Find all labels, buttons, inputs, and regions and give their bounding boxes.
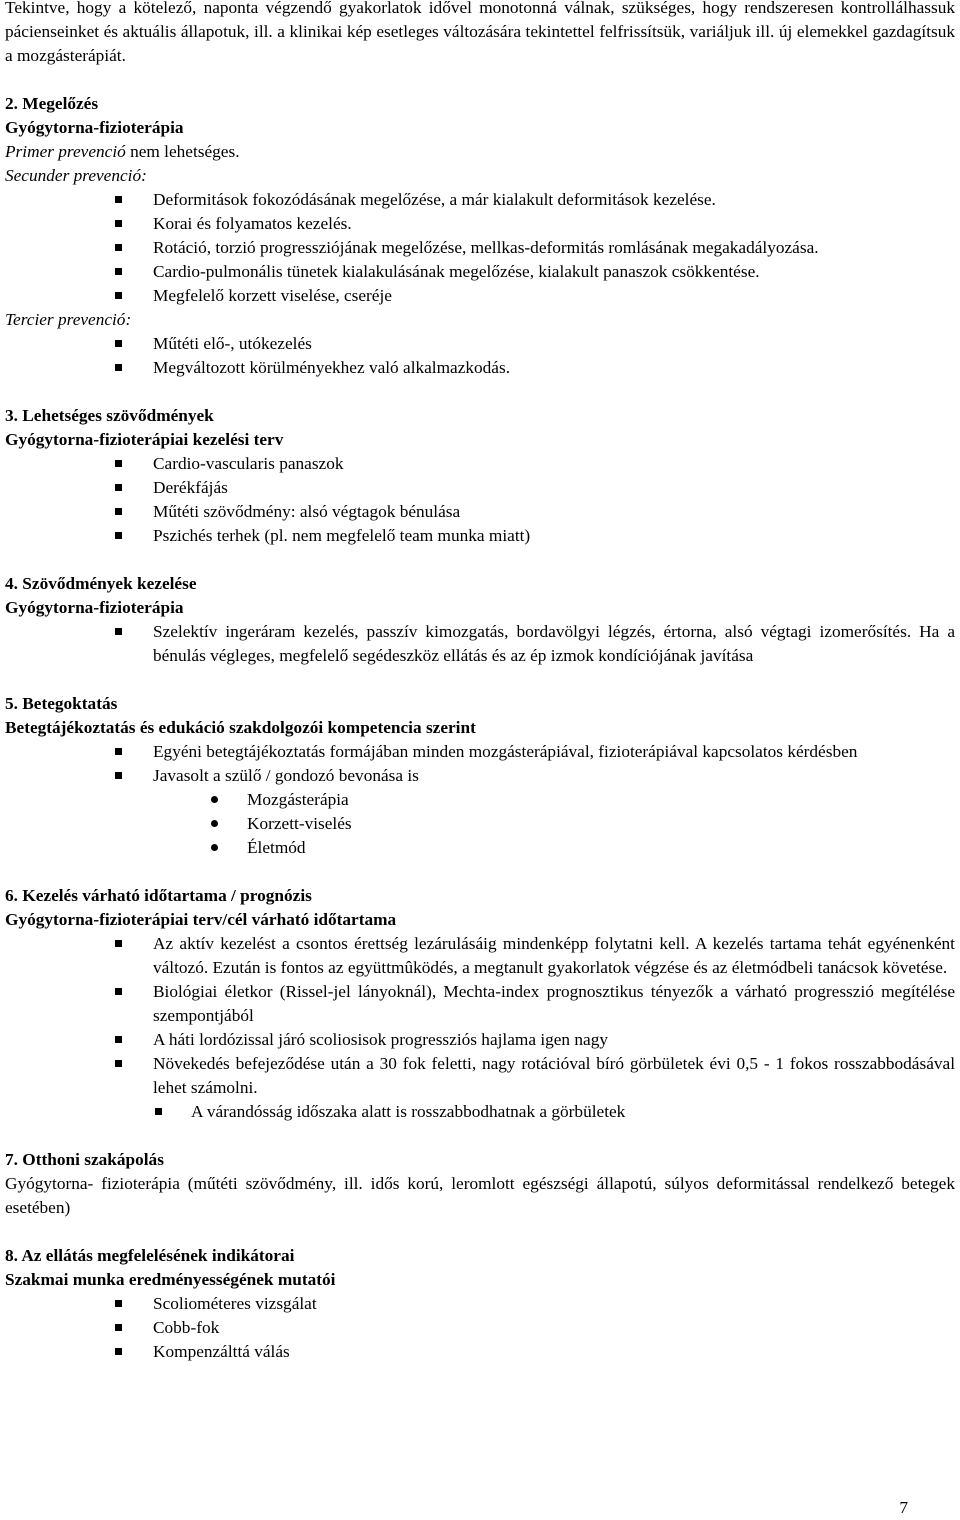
tercier-label: Tercier prevenció: (5, 310, 132, 329)
section-5-title: 5. Betegoktatás (5, 694, 118, 713)
section-4-subtitle: Gyógytorna-fizioterápia (5, 598, 184, 617)
list-item: Derékfájás (5, 476, 955, 500)
section-8-list (5, 1292, 955, 1364)
list-item: Műtéti szövődmény: alsó végtagok bénulása (5, 500, 955, 524)
section-7-text: Gyógytorna- fizioterápia (műtéti szövődmény, ill. idős korú, leromlott egészségi állapotú, súlyos deformitással rendelkező betegek esetében) (5, 1174, 955, 1217)
section-3-subtitle: Gyógytorna-fizioterápiai kezelési terv (5, 430, 284, 449)
list-item: Cardio-vascularis panaszok (5, 452, 955, 476)
list-item: Biológiai életkor (Rissel-jel lányoknál), Mechta-index prognosztikus tényezők a várható progresszió megítélése szempontjából (5, 980, 955, 1028)
section-2-title: 2. Megelőzés (5, 94, 99, 113)
list-item: Az aktív kezelést a csontos érettség lezárulásáig mindenképp folytatni kell. A kezelés tartama tehát egyénenként változó. Ezután is fontos az együttmûködés, a megtanult gyakorlatok végzése és az életmódbeli tanácsok követése. (5, 932, 955, 980)
list-item: Rotáció, torzió progressziójának megelőzése, mellkas-deformitás romlásának megakadályozása. (5, 236, 955, 260)
section-8-subtitle: Szakmai munka eredményességének mutatói (5, 1270, 336, 1289)
section-5-subtitle: Betegtájékoztatás és edukáció szakdolgozói kompetencia szerint (5, 718, 476, 737)
section-6-list (5, 932, 955, 1100)
section-2-subtitle: Gyógytorna-fizioterápia (5, 118, 184, 137)
section-6-subtitle: Gyógytorna-fizioterápiai terv/cél várható időtartama (5, 910, 397, 929)
section-3-title: 3. Lehetséges szövődmények (5, 406, 214, 425)
list-item: Növekedés befejeződése után a 30 fok feletti, nagy rotációval bíró görbületek évi 0,5 - 1 fokos rosszabbodásával lehet számolni. (5, 1052, 955, 1100)
list-item: Mozgásterápia (5, 788, 955, 812)
section-5-sublist (5, 788, 955, 860)
section-7-title: 7. Otthoni szakápolás (5, 1150, 164, 1169)
section-8-title: 8. Az ellátás megfelelésének indikátorai (5, 1246, 295, 1265)
section-4-list (5, 620, 955, 668)
list-item: Életmód (5, 836, 955, 860)
list-item: Cardio-pulmonális tünetek kialakulásának megelőzése, kialakult panaszok csökkentése. (5, 260, 955, 284)
list-item: Scoliométeres vizsgálat (5, 1292, 955, 1316)
section-4-title: 4. Szövődmények kezelése (5, 574, 197, 593)
list-item: Korzett-viselés (5, 812, 955, 836)
list-item: Pszichés terhek (pl. nem megfelelő team munka miatt) (5, 524, 955, 548)
list-item: Megváltozott körülményekhez való alkalmazkodás. (5, 356, 955, 380)
page-number: 7 (899, 1498, 908, 1517)
list-item: Deformitások fokozódásának megelőzése, a már kialakult deformitások kezelése. (5, 188, 955, 212)
list-item: Megfelelő korzett viselése, cseréje (5, 284, 955, 308)
primer-label: Primer prevenció (5, 142, 126, 161)
list-item: Kompenzálttá válás (5, 1340, 955, 1364)
section-3-list (5, 452, 955, 548)
intro-paragraph: Tekintve, hogy a kötelező, naponta végzendő gyakorlatok idővel monotonná válnak, szükséges, hogy rendszeresen kontrollálhassuk pácienseinket és aktuális állapotuk, ill. a klinikai kép esetleges változására tekintettel felfrissítsük, variáljuk ill. új elemekkel gazdagítsuk a mozgásterápiát. (5, 0, 955, 65)
list-item: Korai és folyamatos kezelés. (5, 212, 955, 236)
section-6-sublist (5, 1100, 955, 1124)
primer-text: nem lehetséges. (125, 142, 240, 161)
list-item: Javasolt a szülő / gondozó bevonása is (5, 764, 955, 788)
list-item: Cobb-fok (5, 1316, 955, 1340)
list-item: Szelektív ingeráram kezelés, passzív kimozgatás, bordavölgyi légzés, értorna, alsó végtagi izomerősítés. Ha a bénulás végleges, megfelelő segédeszköz ellátás és az ép izmok kondíciójának javítása (5, 620, 955, 668)
list-item: A háti lordózissal járó scoliosisok progressziós hajlama igen nagy (5, 1028, 955, 1052)
section-6-title: 6. Kezelés várható időtartama / prognózis (5, 886, 312, 905)
tercier-list (5, 332, 955, 380)
section-5-list (5, 740, 955, 788)
list-item: A várandósság időszaka alatt is rosszabbodhatnak a görbületek (5, 1100, 955, 1124)
document-page (5, 0, 955, 1364)
secunder-list (5, 188, 955, 308)
list-item: Műtéti elő-, utókezelés (5, 332, 955, 356)
primer-prevention (5, 140, 955, 164)
secunder-label: Secunder prevenció: (5, 166, 147, 185)
list-item: Egyéni betegtájékoztatás formájában minden mozgásterápiával, fizioterápiával kapcsolatos kérdésben (5, 740, 955, 764)
